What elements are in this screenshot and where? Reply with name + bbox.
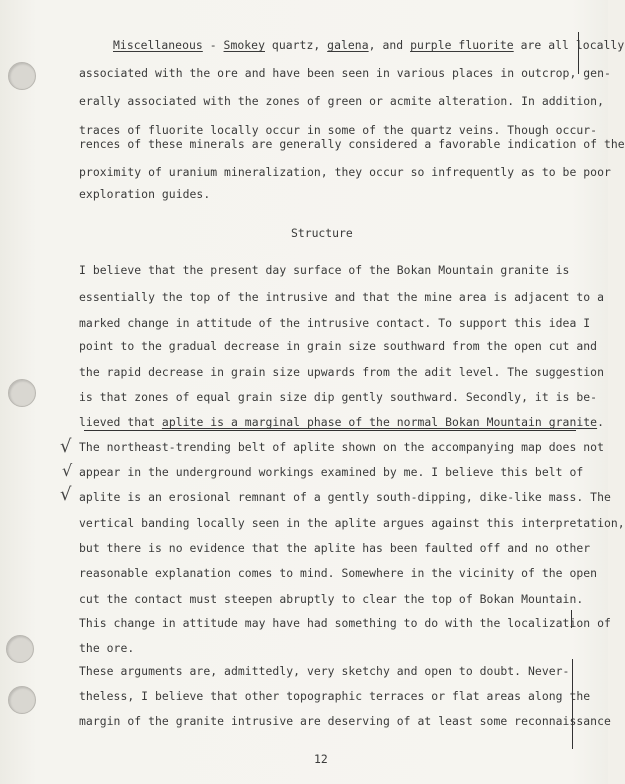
paragraph-2-line-16: the ore. bbox=[79, 641, 135, 655]
paragraph-2-line-8: The northeast-trending belt of aplite shown on the accompanying map does not bbox=[79, 440, 604, 454]
margin-bracket-bottom bbox=[572, 659, 573, 749]
check-mark-2: √ bbox=[62, 461, 73, 480]
line-7-suffix: . bbox=[597, 415, 605, 429]
binder-hole-lower-1 bbox=[6, 635, 34, 663]
paragraph-2-line-10: aplite is an erosional remnant of a gently south-dipping, dike-like mass. The bbox=[79, 490, 611, 504]
paragraph-3-line-1: These arguments are, admittedly, very sketchy and open to doubt. Never- bbox=[79, 664, 570, 678]
paragraph-3-line-2: theless, I believe that other topographic terraces or flat areas along the bbox=[79, 689, 591, 703]
paragraph-2-line-6: is that zones of equal grain size dip gently southward. Secondly, it is be- bbox=[79, 390, 598, 404]
paragraph-1-line-7: exploration guides. bbox=[79, 187, 211, 201]
aplite-statement: aplite is a marginal phase of the normal Bokan Mountain granite bbox=[161, 415, 598, 429]
paragraph-3-line-3: margin of the granite intrusive are deserving of at least some reconnaissance bbox=[79, 714, 611, 728]
check-mark-1: √ bbox=[60, 436, 72, 457]
paragraph-2-line-13: reasonable explanation comes to mind. Somewhere in the vicinity of the open bbox=[79, 566, 598, 580]
margin-tick-mid bbox=[571, 610, 572, 628]
misc-label: Miscellaneous bbox=[113, 38, 203, 52]
check-mark-3: √ bbox=[60, 484, 72, 505]
paragraph-2-line-2: essentially the top of the intrusive and that the mine area is adjacent to a bbox=[79, 290, 604, 304]
paragraph-2-line-15: This change in attitude may have had something to do with the localization of bbox=[79, 616, 611, 630]
paragraph-2-line-14: cut the contact must steepen abruptly to clear the top of Bokan Mountain. bbox=[79, 592, 584, 606]
line-7-prefix: lieved that bbox=[79, 415, 162, 429]
paragraph-1-line-6: proximity of uranium mineralization, they occur so infrequently as to be poor bbox=[79, 165, 611, 179]
paragraph-2-line-12: but there is no evidence that the aplite has been faulted off and no other bbox=[79, 541, 591, 555]
section-heading: Structure bbox=[291, 226, 353, 240]
binder-hole-middle bbox=[8, 379, 36, 407]
smokey-text: Smokey bbox=[223, 38, 265, 52]
paragraph-2-line-11: vertical banding locally seen in the aplite argues against this interpretation, bbox=[79, 516, 625, 530]
paragraph-1-line-1 bbox=[113, 38, 624, 52]
paragraph-1-line-4: traces of fluorite locally occur in some of the quartz veins. Though occur- bbox=[79, 123, 598, 137]
paragraph-2-line-4: point to the gradual decrease in grain size southward from the open cut and bbox=[79, 339, 598, 353]
paragraph-1-line-2: associated with the ore and have been seen in various places in outcrop, gen- bbox=[79, 66, 611, 80]
paragraph-2-line-3: marked change in attitude of the intrusive contact. To support this idea I bbox=[79, 316, 591, 330]
paragraph-2-line-7 bbox=[79, 415, 604, 429]
purple-fluorite-text: purple fluorite bbox=[410, 38, 514, 52]
handwritten-underline bbox=[84, 430, 576, 431]
paragraph-2-line-5: the rapid decrease in grain size upwards from the adit level. The suggestion bbox=[79, 365, 604, 379]
paragraph-2-line-9: appear in the underground workings examined by me. I believe this belt of bbox=[79, 465, 584, 479]
page-number: 12 bbox=[314, 752, 328, 766]
and-text: , and bbox=[368, 38, 411, 52]
binder-hole-top bbox=[8, 62, 36, 90]
margin-bracket-top bbox=[578, 32, 579, 74]
galena-text: galena bbox=[327, 38, 369, 52]
paragraph-1-line-5: rences of these minerals are generally considered a favorable indication of the bbox=[79, 137, 625, 151]
binder-hole-lower-2 bbox=[8, 686, 36, 714]
quartz-text: quartz, bbox=[265, 38, 328, 52]
separator: - bbox=[202, 38, 224, 52]
paragraph-1-line-3: erally associated with the zones of green or acmite alteration. In addition, bbox=[79, 94, 604, 108]
paragraph-2-line-1: I believe that the present day surface of the Bokan Mountain granite is bbox=[79, 263, 570, 277]
are-locally-text: are all locally bbox=[513, 38, 625, 52]
